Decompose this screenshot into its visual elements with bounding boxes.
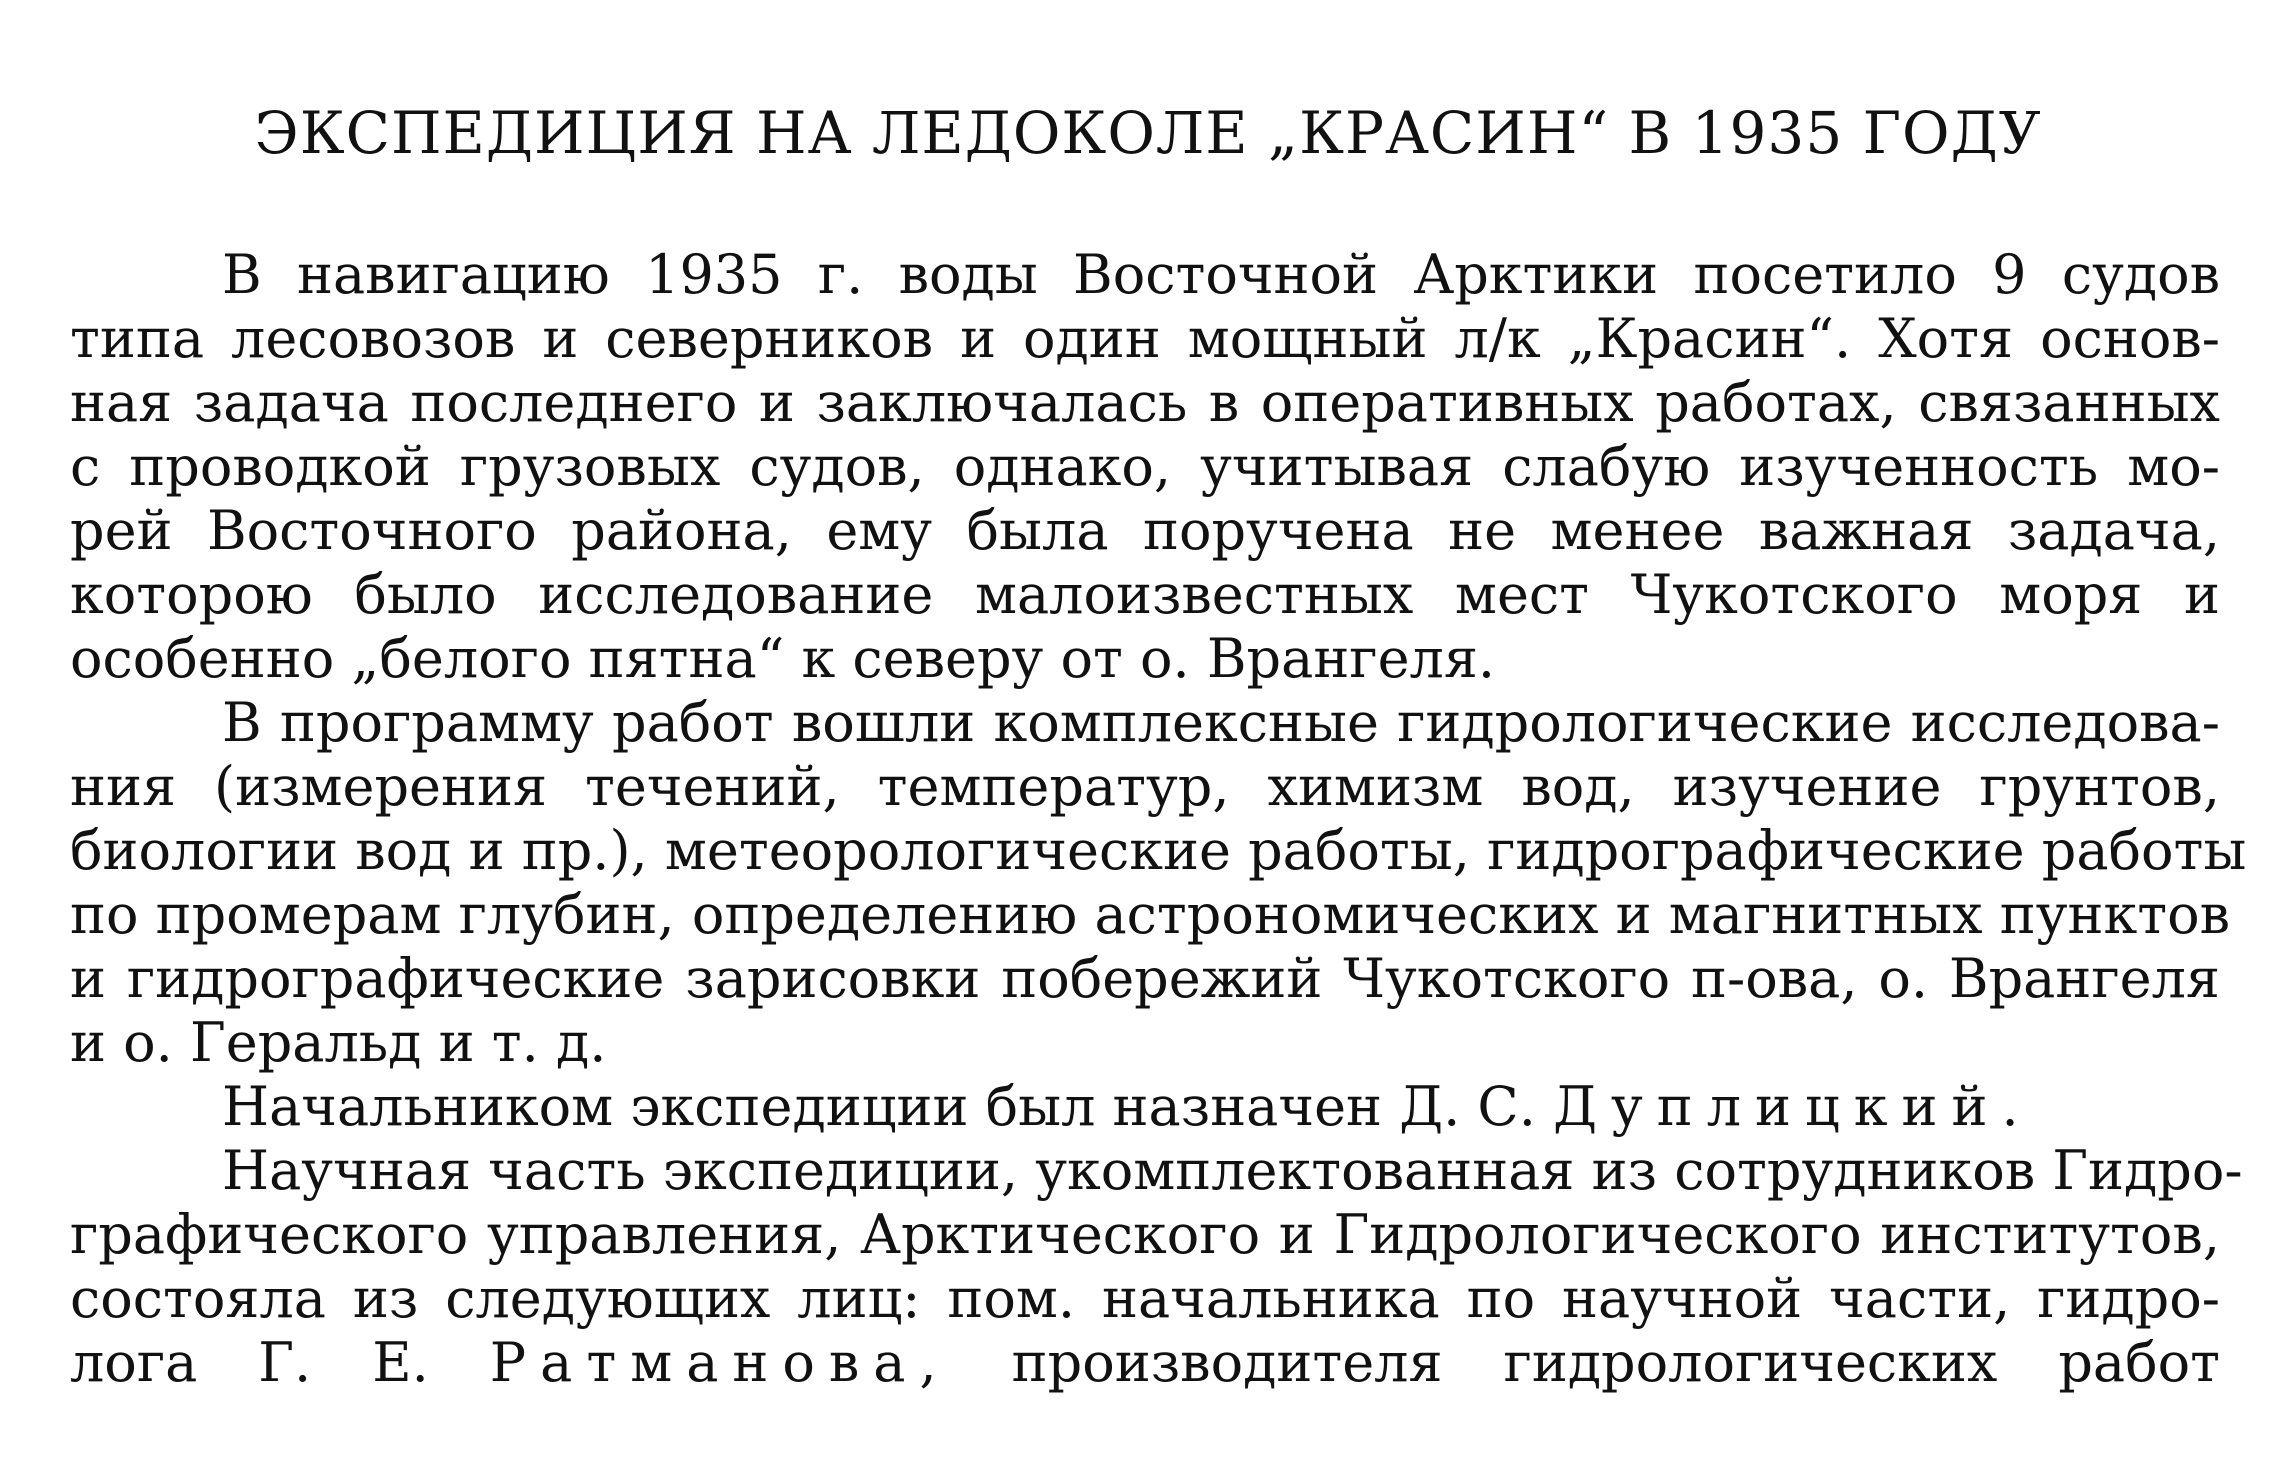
paragraph-1-line-6: которою было исследование малоизвестных мест Чукотского моря и [70, 563, 2220, 626]
paragraph-2-line-6: и о. Геральд и т. д. [70, 1011, 607, 1074]
paragraph-4-line-4 [70, 1331, 2220, 1395]
expedition-head-text: Начальником экспедиции был назначен Д. С. [222, 1075, 1554, 1138]
paragraph-4-line-3: состояла из следующих лиц: пом. начальника по научной части, гидро- [70, 1267, 2220, 1330]
paragraph-4-line-4-part-1: лога Г. Е. [70, 1331, 490, 1394]
paragraph-4-line-1: Научная часть экспедиции, укомплектованная из сотрудников Гидро- [222, 1139, 2243, 1202]
person-name-ratmanov: Ратманова, [489, 1331, 951, 1394]
expedition-head-name: Дуплицкий. [1553, 1075, 2033, 1138]
paragraph-1-line-4: с проводкой грузовых судов, однако, учитывая слабую изученность мо- [70, 435, 2220, 498]
paragraph-1-line-3: ная задача последнего и заключалась в оперативных работах, связанных [70, 371, 2220, 434]
paragraph-1-line-1: В навигацию 1935 г. воды Восточной Арктики посетило 9 судов [222, 243, 2220, 306]
paragraph-1-line-7: особенно „белого пятна“ к северу от о. Врангеля. [70, 627, 1496, 690]
paragraph-4-line-4-part-3: производителя гидрологических работ [950, 1331, 2220, 1394]
paragraph-2-line-5: и гидрографические зарисовки побережий Чукотского п-ова, о. Врангеля [70, 947, 2220, 1010]
paragraph-1-line-5: рей Восточного района, ему была поручена не менее важная задача, [70, 499, 2220, 562]
paragraph-4-line-2: графического управления, Арктического и Гидрологического институтов, [70, 1203, 2220, 1266]
paragraph-1-line-2: типа лесовозов и северников и один мощный л/к „Красин“. Хотя основ- [70, 307, 2220, 370]
page-title: ЭКСПЕДИЦИЯ НА ЛЕДОКОЛЕ „КРАСИН“ В 1935 ГОДУ [254, 99, 2042, 167]
paragraph-2-line-2: ния (измерения течений, температур, химизм вод, изучение грунтов, [70, 755, 2220, 818]
paragraph-2-line-4: по промерам глубин, определению астрономических и магнитных пунктов [70, 883, 2230, 946]
paragraph-2-line-1: В программу работ вошли комплексные гидрологические исследова- [222, 691, 2220, 754]
paragraph-3-line-1 [222, 1075, 2033, 1139]
paragraph-2-line-3: биологии вод и пр.), метеорологические работы, гидрографические работы [70, 819, 2247, 882]
